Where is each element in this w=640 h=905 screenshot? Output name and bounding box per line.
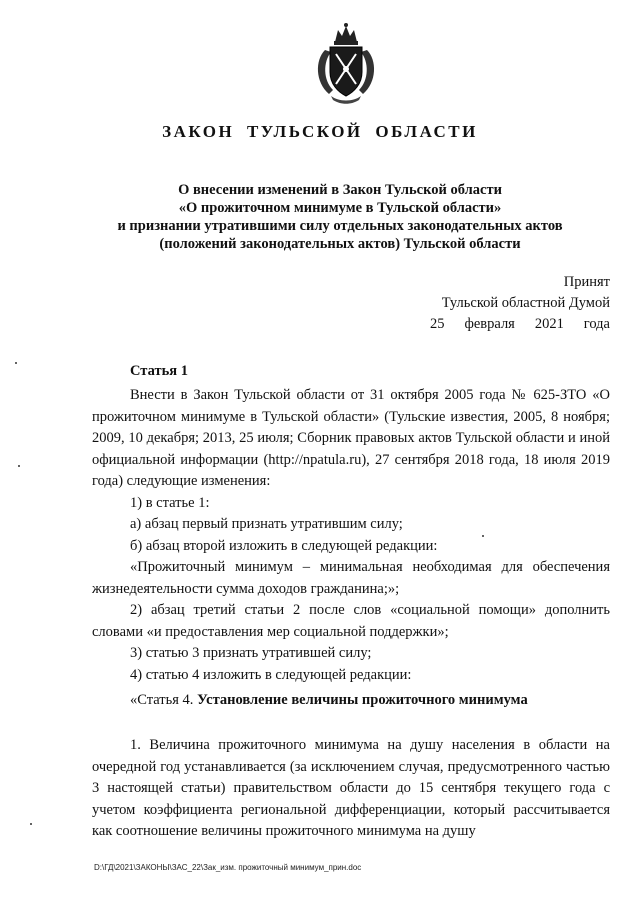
scan-speck [482,535,484,537]
adoption-body: Тульской областной Думой [441,295,610,311]
adoption-day: 25 [430,316,445,332]
article-1-heading: Статья 1 [130,363,188,379]
adoption-year: 2021 [534,316,564,332]
law-title: ЗАКОН ТУЛЬСКОЙ ОБЛАСТИ [162,122,478,141]
article-4-title: Установление величины прожиточного минимума [197,692,528,708]
article-4-heading [130,692,528,709]
article-1-body [92,385,610,686]
tula-coat-of-arms-icon [311,20,381,104]
scan-speck [18,465,20,467]
subtitle-line: и признании утратившими силу отдельных законодательных актов [117,218,563,234]
article-paragraph: Внести в Закон Тульской области от 31 октября 2005 года № 625-ЗТО «О прожиточном минимуме в Тульской области» (Тульские известия, 2005, 8 ноября; 2009, 10 декабря; 2013, 25 июля; Сборник правовых актов Тульской области и иной официальной информации (http://npatula.ru), 27 сентября 2018 года, 18 июля 2019 года) следующие изменения: [92,387,610,489]
article-paragraph: 4) статью 4 изложить в следующей редакции: [130,666,412,683]
article-paragraph: 3) статью 3 признать утратившей силу; [130,645,372,661]
scan-speck [15,362,17,364]
adoption-month: февраля [464,316,515,332]
adoption-year-word: года [583,316,610,332]
article-paragraph: б) абзац второй изложить в следующей редакции: [130,537,438,554]
file-path-footer: D:\ГД\2021\ЗАКОНЫ\ЗАС_22\Зак_изм. прожиточный минимум_прин.doc [94,863,362,872]
article-4-paragraph: 1. Величина прожиточного минимума на душу населения в области на очередной год устанавливается (за исключением случая, предусмотренного частью 3 настоящей статьи) правительством области до 15 сентября текущего года с учетом коэффициента региональной дифференциации, который рассчитывается как соотношение величины прожиточного минимума на душу [92,737,610,839]
subtitle-line: (положений законодательных актов) Тульской области [159,236,521,252]
article-paragraph: 1) в статье 1: [130,494,210,511]
article-4-prefix: «Статья 4. [130,692,194,708]
subtitle-line: «О прожиточном минимуме в Тульской области» [178,200,502,216]
article-paragraph: а) абзац первый признать утратившим силу; [130,516,403,532]
law-subtitle [70,181,610,253]
scan-speck [30,823,32,825]
article-paragraph: «Прожиточный минимум – минимальная необходимая для обеспечения жизнедеятельности сумма доходов гражданина;»; [92,559,610,597]
adoption-date [430,314,610,335]
subtitle-line: О внесении изменений в Закон Тульской области [178,182,502,198]
adoption-block [430,272,610,335]
adoption-label: Принят [563,274,610,290]
article-paragraph: 2) абзац третий статьи 2 после слов «социальной помощи» дополнить словами «и предоставления мер социальной поддержки»; [92,602,610,640]
